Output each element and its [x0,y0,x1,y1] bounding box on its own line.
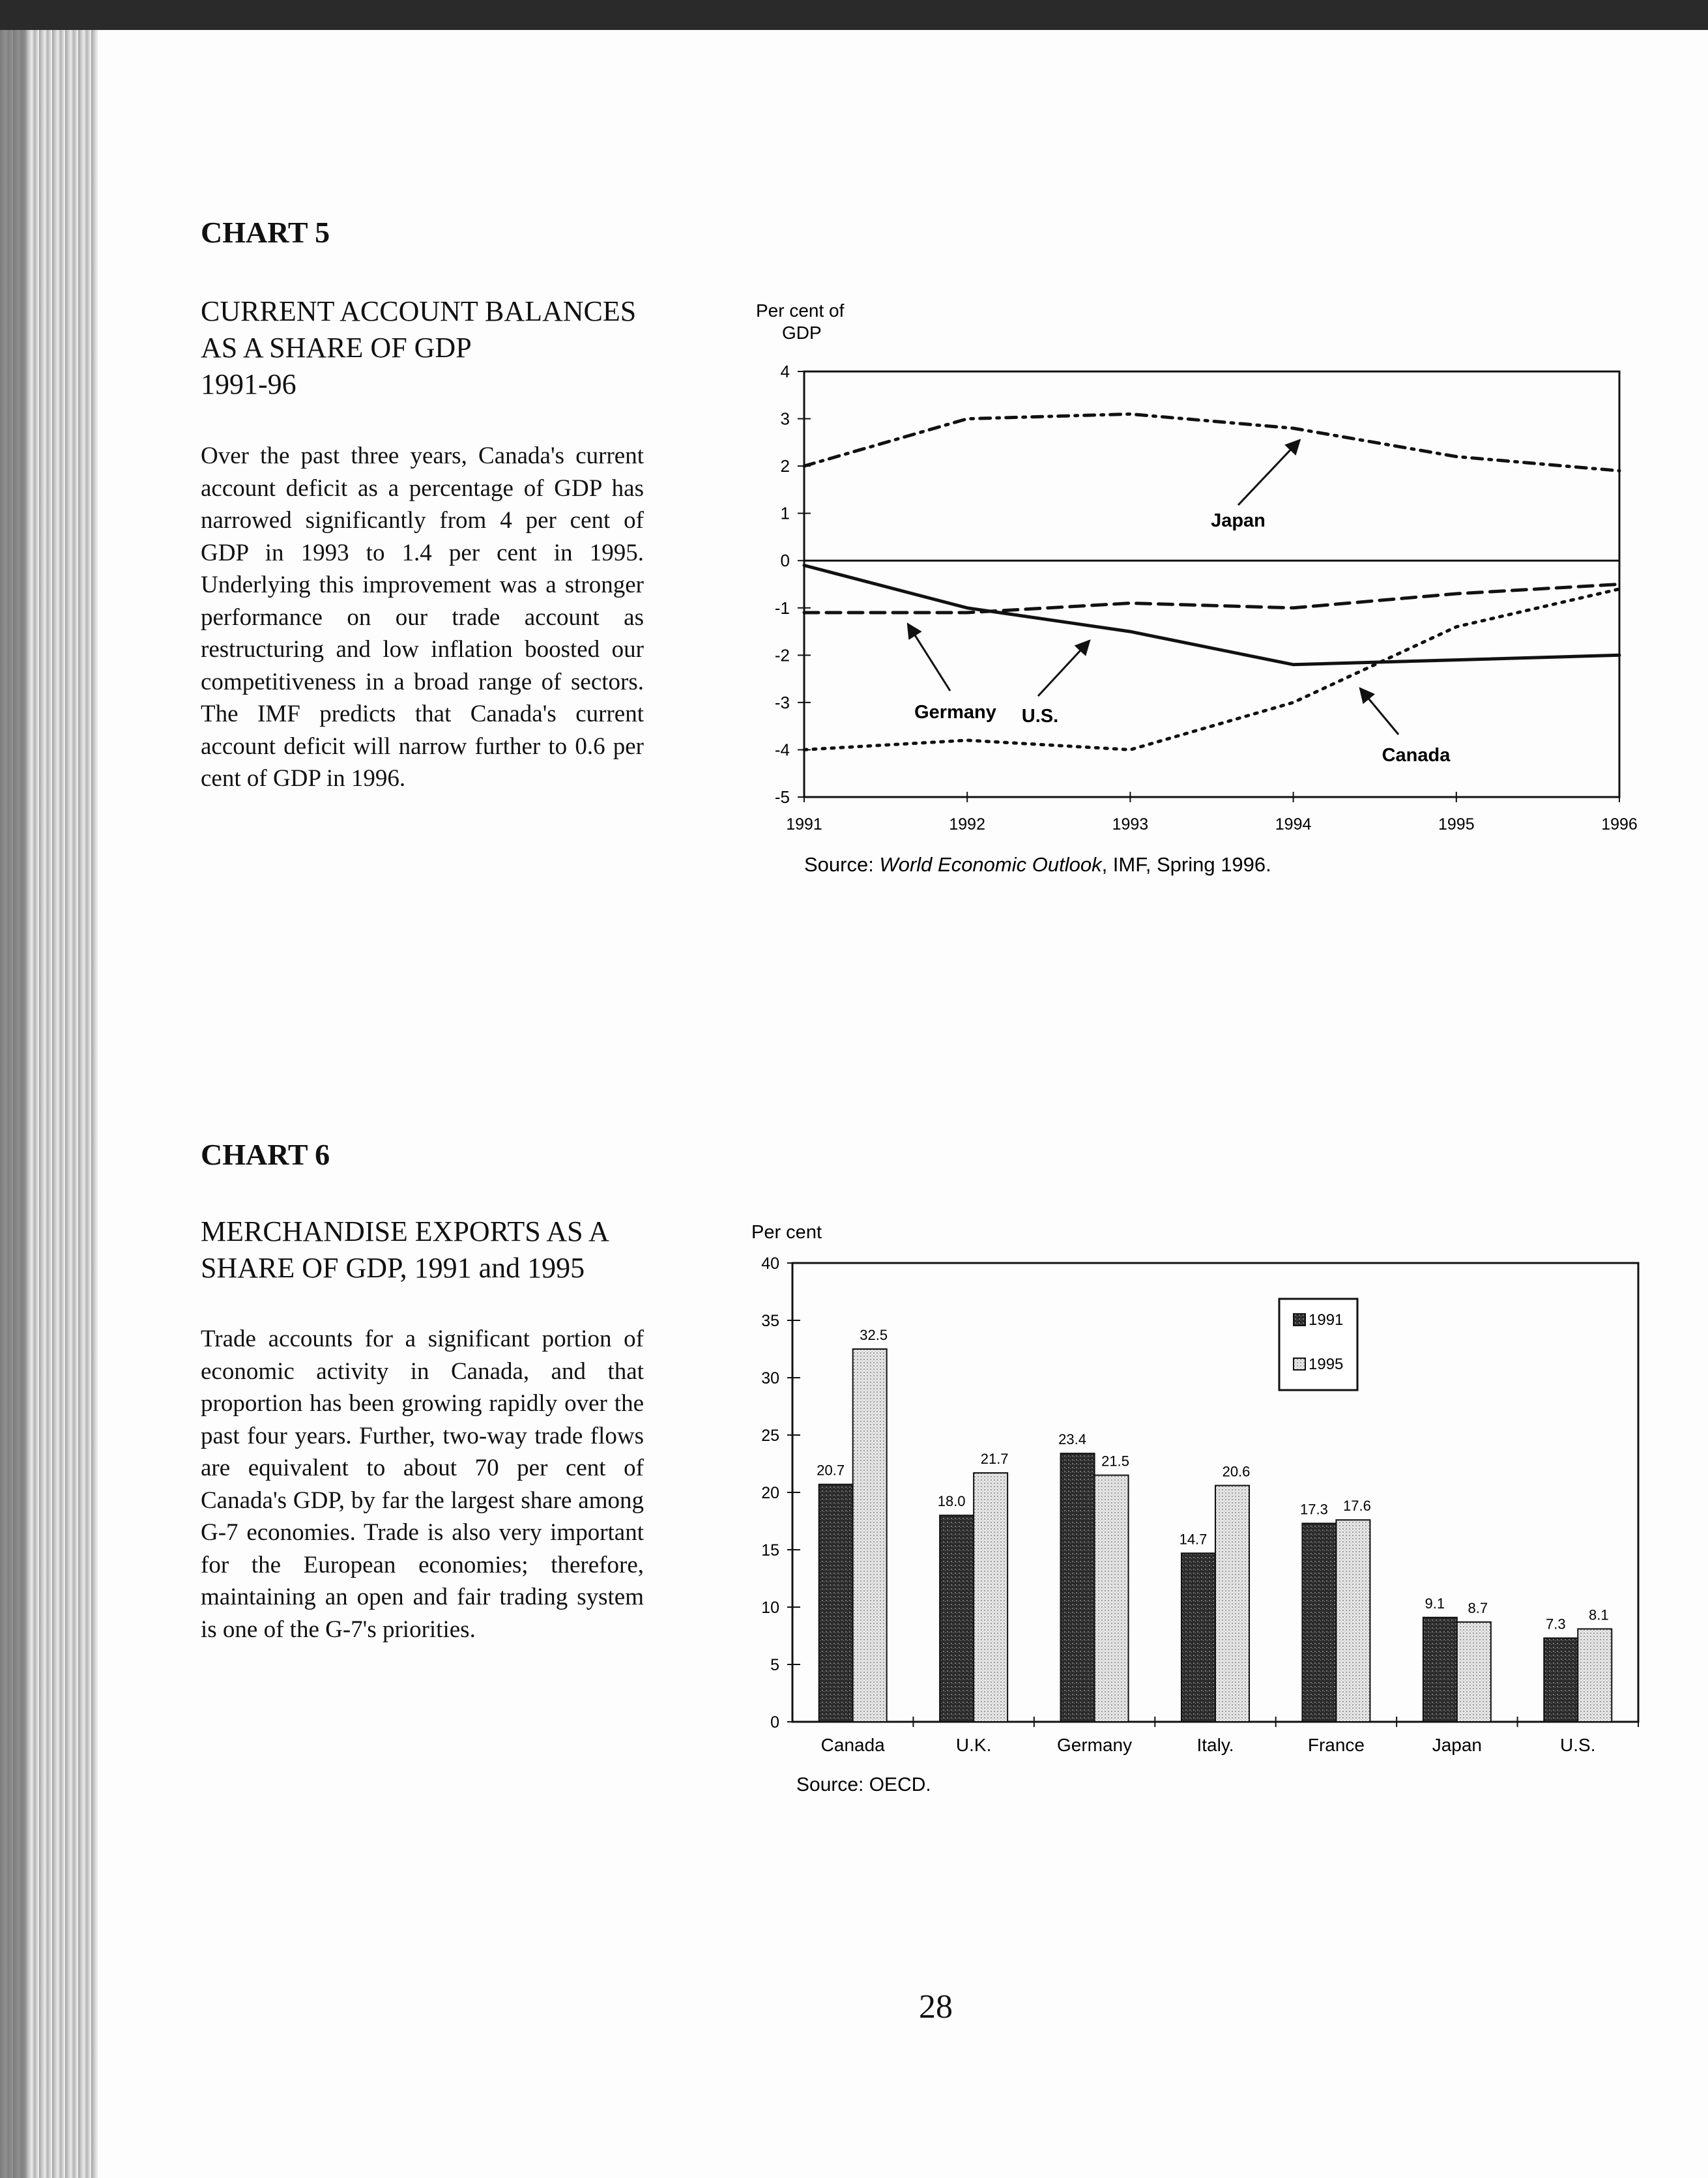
chart6-ylabel: Per cent [751,1222,822,1243]
chart5-source-prefix: Source: [804,853,880,876]
chart6-y-tick-label: 25 [761,1427,779,1445]
chart6-legend-label-1995: 1995 [1309,1356,1344,1373]
chart6-y-tick-label: 20 [761,1484,779,1502]
chart6-bar-1991 [1544,1638,1578,1722]
chart5-source-italic: World Economic Outlook [879,853,1102,876]
chart5-y-tick-label: 2 [780,456,790,476]
chart6-legend [1279,1299,1357,1390]
chart5-y-tick-label: -5 [774,787,790,807]
chart6-x-tick-label: U.S. [1560,1735,1596,1755]
chart6-data-label: 21.7 [980,1451,1009,1468]
chart6-y-tick-label: 30 [761,1369,779,1387]
chart5-x-tick-label: 1993 [1112,815,1149,834]
chart6-legend-swatch-1991 [1294,1314,1305,1326]
chart6-x-tick-label: Canada [820,1735,885,1755]
chart6-data-label: 9.1 [1425,1595,1445,1612]
chart5-x-tick-label: 1996 [1601,815,1638,834]
chart5-label-canada: Canada [1382,745,1451,766]
chart6-bar-1991 [940,1515,974,1722]
chart6-y-axis [761,1255,800,1732]
chart6-bar-1995 [1578,1629,1612,1722]
chart6-y-tick-label: 15 [761,1541,779,1560]
chart6-legend-label-1991: 1991 [1309,1311,1344,1329]
chart6-x-tick-label: Germany [1056,1735,1133,1755]
chart6-y-tick-label: 0 [770,1713,779,1732]
chart5-y-tick-label: -4 [774,740,790,760]
chart6-data-label: 17.3 [1300,1501,1328,1518]
chart6-data-label: 18.0 [937,1493,966,1510]
chart6-bar-1991 [1061,1453,1095,1722]
chart6-bar-1991 [1423,1618,1457,1722]
chart6-bar-1991 [819,1485,853,1722]
chart5-x-tick-label: 1992 [949,815,986,834]
chart6-data-label: 20.7 [817,1462,845,1479]
chart6-data-label: 21.5 [1101,1453,1129,1470]
chart5-y-tick-label: 0 [780,551,790,571]
chart6-bar-1991 [1181,1553,1215,1722]
chart5-ylabel-line2: GDP [782,323,822,343]
chart5-label-japan: Japan [1211,510,1266,531]
chart6-body: Trade accounts for a significant portion of economic activity in Canada, and that proportion has been growing rapidly over the past four years. Further, two-way trade flows are equivalent to about 70 per cent of Canada's GDP, by far the largest share among G-7 economies. Trade is also very important for the European economies; therefore, maintaining an open and fair trading system is one of the G-7's priorities. [201,1326,644,1643]
chart5-x-tick-label: 1991 [786,815,822,834]
chart6-legend-swatch-1995 [1294,1358,1305,1370]
chart6-y-tick-label: 5 [770,1656,779,1674]
chart5-y-tick-label: 3 [780,409,790,429]
chart5-y-tick-label: 4 [780,362,790,381]
chart6-data-label: 23.4 [1058,1431,1086,1448]
chart5-label-germany: Germany [914,702,996,723]
chart6-y-tick-label: 10 [761,1599,779,1617]
chart5-body: Over the past three years, Canada's current account deficit as a percentage of GDP has narrowed significantly from 4 per cent of GDP in 1993 to 1.4 per cent in 1995. Underlying this improvement was a stronger performance on our trade account as restructuring and low inflation boosted our competitiveness in a broad range of sectors. The IMF predicts that Canada's current account deficit will narrow further to 0.6 per cent of GDP in 1996. [201,443,644,792]
chart5-subtitle-line2: AS A SHARE OF GDP [201,332,472,364]
chart5-y-tick-label: -2 [774,645,790,665]
chart5-y-tick-label: -3 [774,692,790,712]
chart6-bar-1995 [1095,1475,1129,1722]
chart5-heading: CHART 5 [201,216,330,249]
chart6-data-label: 17.6 [1343,1498,1371,1515]
chart6-x-tick-label: France [1307,1735,1365,1755]
chart6-y-tick-label: 35 [761,1312,779,1330]
chart6-x-tick-label: Italy. [1196,1735,1234,1755]
chart5-subtitle-line3: 1991-96 [201,368,297,400]
chart6-bar-1995 [974,1473,1007,1722]
chart6-data-label: 8.7 [1468,1599,1488,1616]
chart6-x-tick-label: U.K. [955,1735,992,1755]
chart6-bar-1995 [853,1349,887,1722]
chart5-subtitle-line1: CURRENT ACCOUNT BALANCES [201,295,637,327]
chart6-data-label: 8.1 [1588,1606,1609,1623]
chart6-bar-1995 [1215,1485,1249,1722]
chart6-bars [817,1327,1612,1722]
page-number: 28 [919,1988,953,2026]
chart5-source-suffix: , IMF, Spring 1996. [1101,853,1271,876]
chart6-bar-1995 [1457,1622,1491,1722]
chart6-y-tick-label: 40 [761,1255,779,1273]
chart5-y-tick-label: 1 [780,503,790,523]
chart6-data-label: 32.5 [860,1327,888,1343]
chart6-heading: CHART 6 [201,1138,330,1171]
chart6-data-label: 14.7 [1179,1531,1208,1548]
chart5-x-tick-label: 1994 [1275,815,1312,834]
chart6-data-label: 7.3 [1545,1616,1566,1633]
chart6-data-label: 20.6 [1222,1463,1251,1480]
chart5-y-tick-label: -1 [774,598,790,618]
chart6-source: Source: OECD. [796,1774,931,1795]
chart5-x-tick-label: 1995 [1438,815,1475,834]
chart6-subtitle-line1: MERCHANDISE EXPORTS AS A [201,1215,609,1247]
chart6-bar-1995 [1336,1520,1370,1722]
chart5-ylabel-line1: Per cent of [756,300,845,321]
chart6-bar-1991 [1302,1524,1336,1722]
chart6-x-tick-label: Japan [1432,1735,1483,1755]
chart6-subtitle-line2: SHARE OF GDP, 1991 and 1995 [201,1252,585,1284]
chart5-label-us: U.S. [1021,706,1059,727]
